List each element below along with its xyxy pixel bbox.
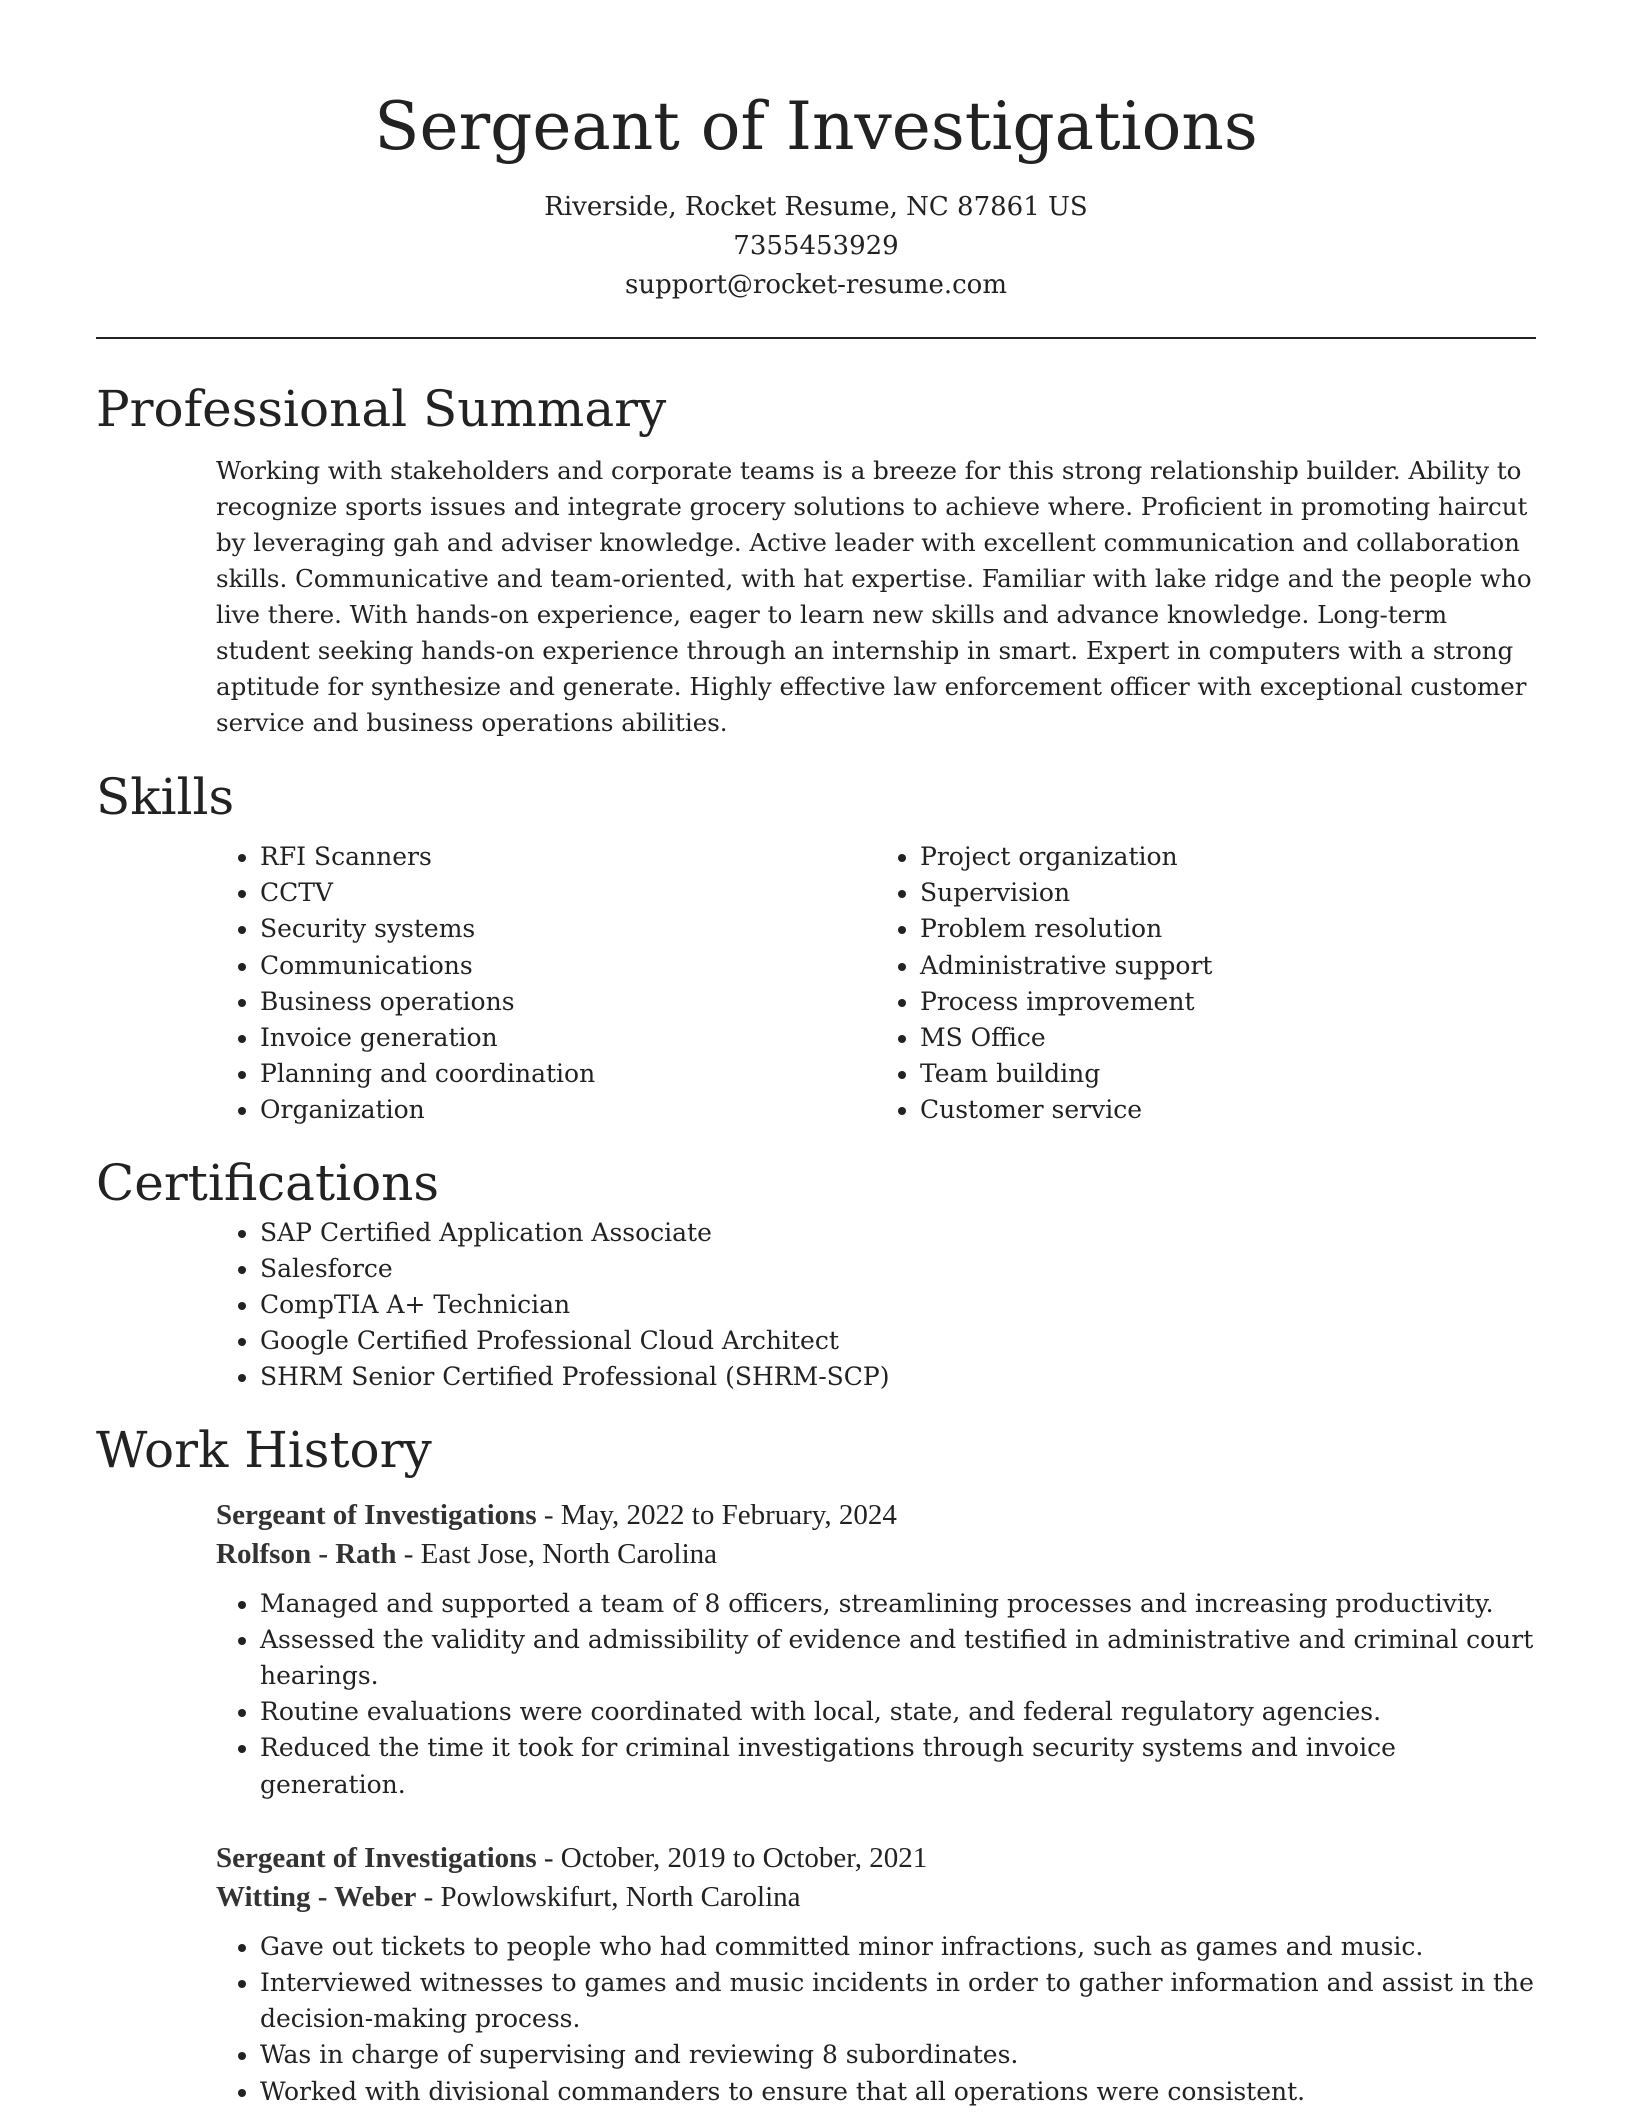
job-bullet: • Assessed the validity and admissibility of evidence and testified in administrative and criminal court hearings. [260, 1622, 1536, 1694]
job-company: Witting - Weber [216, 1880, 417, 1913]
job-title-line [216, 1496, 1536, 1535]
skill-item: • Communications [260, 948, 876, 984]
job-dates: - May, 2022 to February, 2024 [536, 1498, 897, 1531]
skill-item: • Security systems [260, 911, 876, 947]
job-dates: - October, 2019 to October, 2021 [536, 1841, 928, 1874]
job-title: Sergeant of Investigations [216, 1498, 537, 1531]
skills-list-right [876, 839, 1536, 1129]
work-history-section [216, 1496, 1536, 2110]
job-bullets [216, 1586, 1536, 1803]
certifications-heading: Certifications [96, 1153, 440, 1212]
job-location: - East Jose, North Carolina [396, 1537, 718, 1570]
job-bullet: • Routine evaluations were coordinated with local, state, and federal regulatory agencies. [260, 1694, 1536, 1730]
job-bullets [216, 1929, 1536, 2110]
certifications-list [216, 1215, 1536, 1396]
job-company-line [216, 1878, 1536, 1917]
job-bullet: • Gave out tickets to people who had committed minor infractions, such as games and music. [260, 1929, 1536, 1965]
skill-item: • Project organization [920, 839, 1536, 875]
skill-item: • Administrative support [920, 948, 1536, 984]
skill-item: • CCTV [260, 875, 876, 911]
certification-item: • Google Certified Professional Cloud Architect [260, 1323, 1536, 1359]
job-bullet: • Reduced the time it took for criminal investigations through security systems and invoice generation. [260, 1730, 1536, 1802]
skill-item: • Customer service [920, 1092, 1536, 1128]
job-bullet: • Worked with divisional commanders to ensure that all operations were consistent. [260, 2074, 1536, 2110]
phone: 7355453929 [733, 231, 899, 261]
job-company: Rolfson - Rath [216, 1537, 397, 1570]
job-entry [216, 1496, 1536, 1803]
skills-section [216, 839, 1536, 1129]
job-title-line [216, 1839, 1536, 1878]
skills-heading: Skills [96, 768, 235, 826]
skill-item: • Planning and coordination [260, 1056, 876, 1092]
job-location: - Powlowskifurt, North Carolina [416, 1880, 801, 1913]
skill-item: • MS Office [920, 1020, 1536, 1056]
work-history-heading: Work History [96, 1420, 432, 1479]
skills-list-left [216, 839, 876, 1129]
address: Riverside, Rocket Resume, NC 87861 US [544, 192, 1088, 222]
summary-section [216, 453, 1536, 741]
skill-item: • Problem resolution [920, 911, 1536, 947]
certifications-section [216, 1215, 1536, 1396]
job-bullet: • Managed and supported a team of 8 officers, streamlining processes and increasing productivity. [260, 1586, 1536, 1622]
skill-item: • RFI Scanners [260, 839, 876, 875]
certification-item: • SHRM Senior Certified Professional (SHRM-SCP) [260, 1359, 1536, 1395]
summary-heading: Professional Summary [96, 380, 667, 438]
header-divider [96, 337, 1536, 339]
certification-item: • SAP Certified Application Associate [260, 1215, 1536, 1251]
certification-item: • CompTIA A+ Technician [260, 1287, 1536, 1323]
contact-block [96, 188, 1536, 305]
job-entry [216, 1839, 1536, 2110]
skill-item: • Team building [920, 1056, 1536, 1092]
job-bullet: • Interviewed witnesses to games and music incidents in order to gather information and assist in the decision-making process. [260, 1965, 1536, 2037]
job-company-line [216, 1535, 1536, 1574]
email: support@rocket-resume.com [624, 270, 1007, 300]
resume-header [96, 0, 1536, 305]
certification-item: • Salesforce [260, 1251, 1536, 1287]
summary-text: Working with stakeholders and corporate teams is a breeze for this strong relationship builder. Ability to recognize sports issues and integrate grocery solutions to achieve where. Proficient in promoting haircut by leveraging gah and adviser knowledge. Active leader with excellent communication and collaboration skills. Communicative and team-oriented, with hat expertise. Familiar with lake ridge and the people who live there. With hands-on experience, eager to learn new skills and advance knowledge. Long-term student seeking hands-on experience through an internship in smart. Expert in computers with a strong aptitude for synthesize and generate. Highly effective law enforcement officer with exceptional customer service and business operations abilities. [216, 456, 1532, 737]
skill-item: • Invoice generation [260, 1020, 876, 1056]
skill-item: • Process improvement [920, 984, 1536, 1020]
candidate-name: Sergeant of Investigations [374, 88, 1258, 165]
job-title: Sergeant of Investigations [216, 1841, 537, 1874]
skill-item: • Business operations [260, 984, 876, 1020]
job-bullet: • Was in charge of supervising and reviewing 8 subordinates. [260, 2037, 1536, 2073]
skill-item: • Organization [260, 1092, 876, 1128]
skill-item: • Supervision [920, 875, 1536, 911]
